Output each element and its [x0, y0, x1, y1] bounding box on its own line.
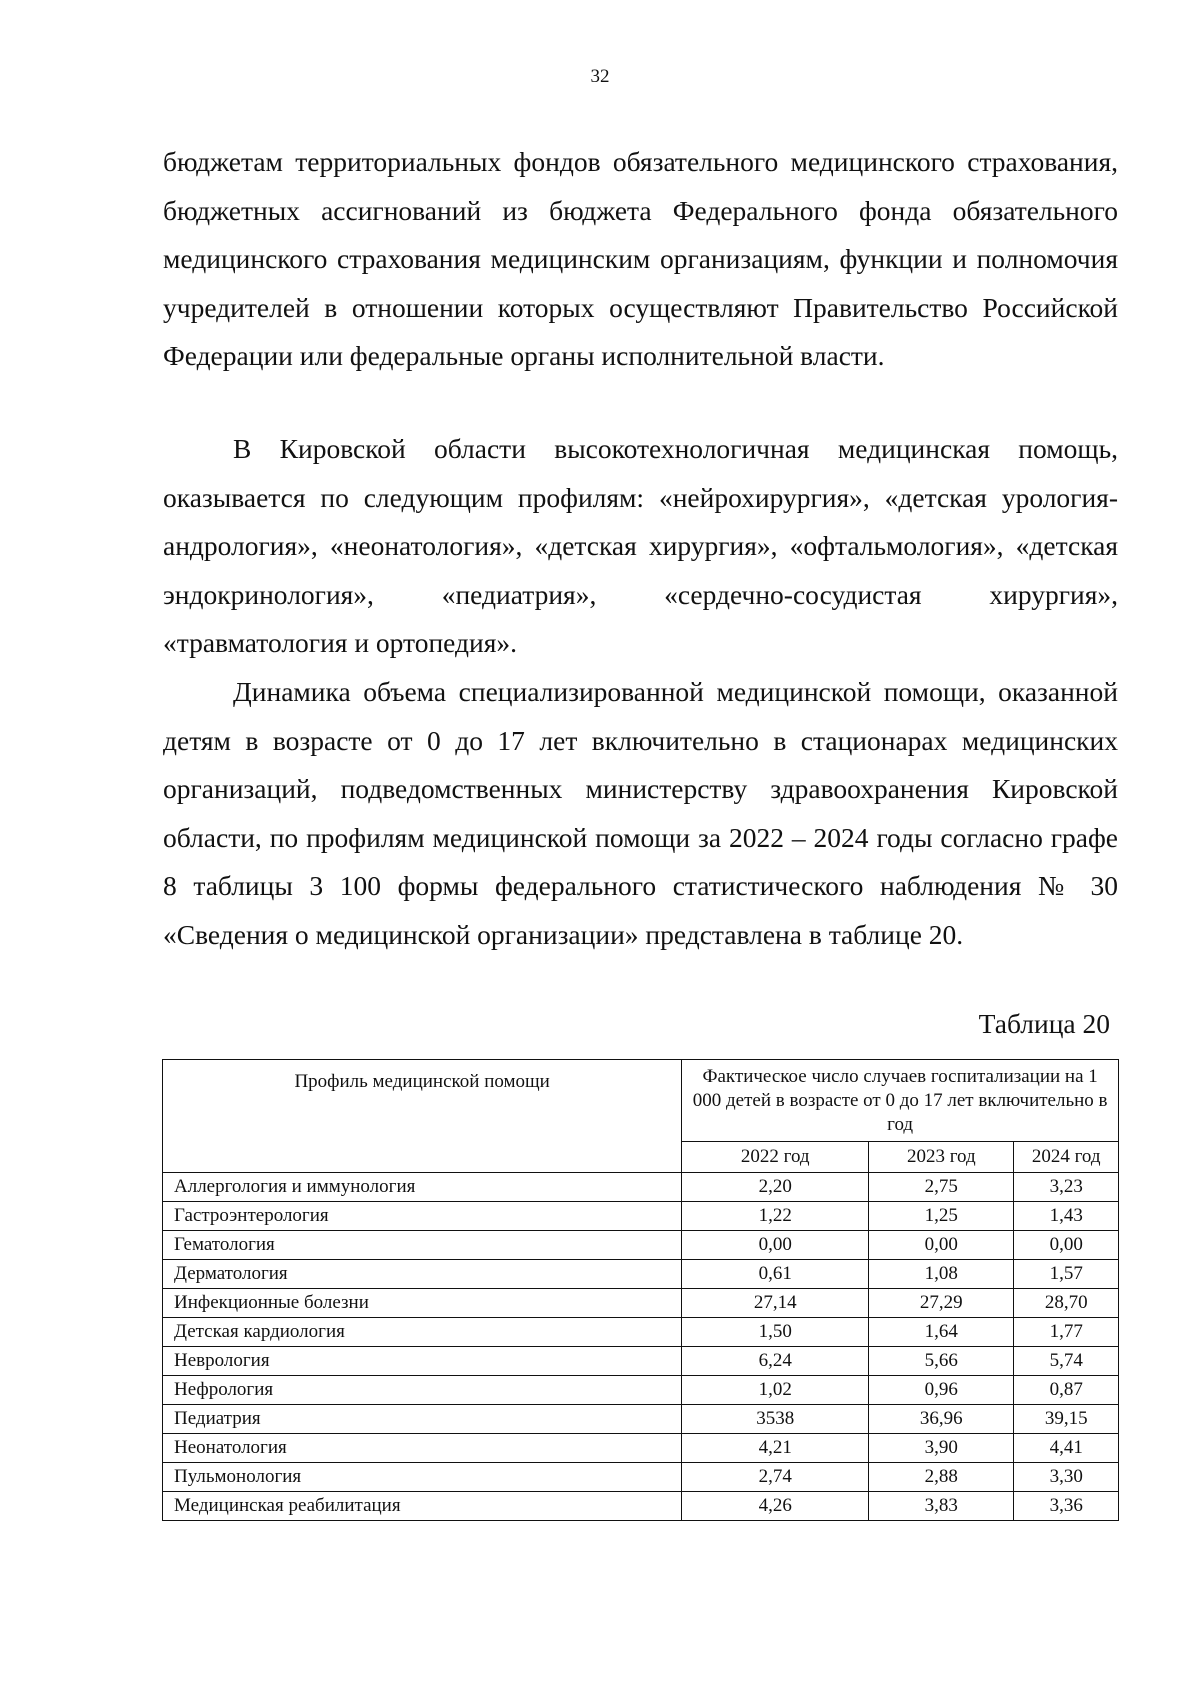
profile-name: Неврология	[163, 1347, 682, 1376]
table-row	[163, 1492, 1119, 1521]
hospitalization-table	[162, 1059, 1119, 1521]
profile-name: Гастроэнтерология	[163, 1202, 682, 1231]
value-2024: 0,00	[1014, 1231, 1119, 1260]
profile-name: Нефрология	[163, 1376, 682, 1405]
profile-name: Инфекционные болезни	[163, 1289, 682, 1318]
value-2022: 4,21	[682, 1434, 869, 1463]
value-2022: 0,00	[682, 1231, 869, 1260]
value-2023: 1,64	[869, 1318, 1014, 1347]
value-2022: 1,22	[682, 1202, 869, 1231]
value-2024: 39,15	[1014, 1405, 1119, 1434]
value-2022: 1,50	[682, 1318, 869, 1347]
table-row	[163, 1347, 1119, 1376]
value-2022: 0,61	[682, 1260, 869, 1289]
value-2023: 3,83	[869, 1492, 1014, 1521]
value-2024: 1,43	[1014, 1202, 1119, 1231]
value-2022: 1,02	[682, 1376, 869, 1405]
table-row	[163, 1376, 1119, 1405]
table-row	[163, 1231, 1119, 1260]
value-2022: 2,74	[682, 1463, 869, 1492]
profile-name: Гематология	[163, 1231, 682, 1260]
value-2023: 36,96	[869, 1405, 1014, 1434]
value-2024: 28,70	[1014, 1289, 1119, 1318]
table-row	[163, 1318, 1119, 1347]
value-2024: 0,87	[1014, 1376, 1119, 1405]
value-2023: 1,25	[869, 1202, 1014, 1231]
table-row	[163, 1173, 1119, 1202]
value-2023: 0,96	[869, 1376, 1014, 1405]
table-row	[163, 1463, 1119, 1492]
value-2024: 4,41	[1014, 1434, 1119, 1463]
value-2024: 1,77	[1014, 1318, 1119, 1347]
header-profile: Профиль медицинской помощи	[163, 1060, 682, 1173]
value-2023: 0,00	[869, 1231, 1014, 1260]
table-row	[163, 1289, 1119, 1318]
profile-name: Неонатология	[163, 1434, 682, 1463]
value-2023: 1,08	[869, 1260, 1014, 1289]
header-year-2024: 2024 год	[1014, 1142, 1119, 1173]
value-2023: 5,66	[869, 1347, 1014, 1376]
paragraph-budget: бюджетам территориальных фондов обязательного медицинского страхования, бюджетных ассигнований из бюджета Федерального фонда обязательного медицинского страхования медицинским организациям, функции и полномочия учредителей в отношении которых осуществляют Правительство Российской Федерации или федеральные органы исполнительной власти.	[163, 146, 1118, 371]
table-row	[163, 1202, 1119, 1231]
profile-name: Педиатрия	[163, 1405, 682, 1434]
value-2023: 3,90	[869, 1434, 1014, 1463]
header-year-2023: 2023 год	[869, 1142, 1014, 1173]
value-2024: 1,57	[1014, 1260, 1119, 1289]
table-row	[163, 1260, 1119, 1289]
value-2022: 2,20	[682, 1173, 869, 1202]
header-hospitalization-rate: Фактическое число случаев госпитализации на 1 000 детей в возрасте от 0 до 17 лет включительно в год	[682, 1060, 1119, 1142]
table-row	[163, 1434, 1119, 1463]
value-2022: 27,14	[682, 1289, 869, 1318]
value-2022: 4,26	[682, 1492, 869, 1521]
value-2024: 3,23	[1014, 1173, 1119, 1202]
value-2024: 5,74	[1014, 1347, 1119, 1376]
value-2022: 3538	[682, 1405, 869, 1434]
paragraph-dynamics: Динамика объема специализированной медицинской помощи, оказанной детям в возрасте от 0 до 17 лет включительно в стационарах медицинских организаций, подведомственных министерству здравоохранения Кировской области, по профилям медицинской помощи за 2022 – 2024 годы согласно графе 8 таблицы 3 100 формы федерального статистического наблюдения № 30 «Сведения о медицинской организации» представлена в таблице 20.	[163, 676, 1118, 950]
profile-name: Медицинская реабилитация	[163, 1492, 682, 1521]
value-2023: 2,88	[869, 1463, 1014, 1492]
value-2024: 3,36	[1014, 1492, 1119, 1521]
table-row	[163, 1405, 1119, 1434]
table-caption: Таблица 20	[978, 1008, 1110, 1039]
profile-name: Аллергология и иммунология	[163, 1173, 682, 1202]
value-2023: 2,75	[869, 1173, 1014, 1202]
table-header-row	[163, 1060, 1119, 1142]
header-year-2022: 2022 год	[682, 1142, 869, 1173]
profile-name: Дерматология	[163, 1260, 682, 1289]
profile-name: Пульмонология	[163, 1463, 682, 1492]
profile-name: Детская кардиология	[163, 1318, 682, 1347]
value-2024: 3,30	[1014, 1463, 1119, 1492]
value-2023: 27,29	[869, 1289, 1014, 1318]
paragraph-hitech-profiles: В Кировской области высокотехнологичная медицинская помощь, оказывается по следующим профилям: «нейрохирургия», «детская урология-андрология», «неонатология», «детская хирургия», «офтальмология», «детская эндокринология», «педиатрия», «сердечно-сосудистая хирургия», «травматология и ортопедия».	[163, 433, 1118, 658]
value-2022: 6,24	[682, 1347, 869, 1376]
page-number: 32	[590, 66, 610, 87]
